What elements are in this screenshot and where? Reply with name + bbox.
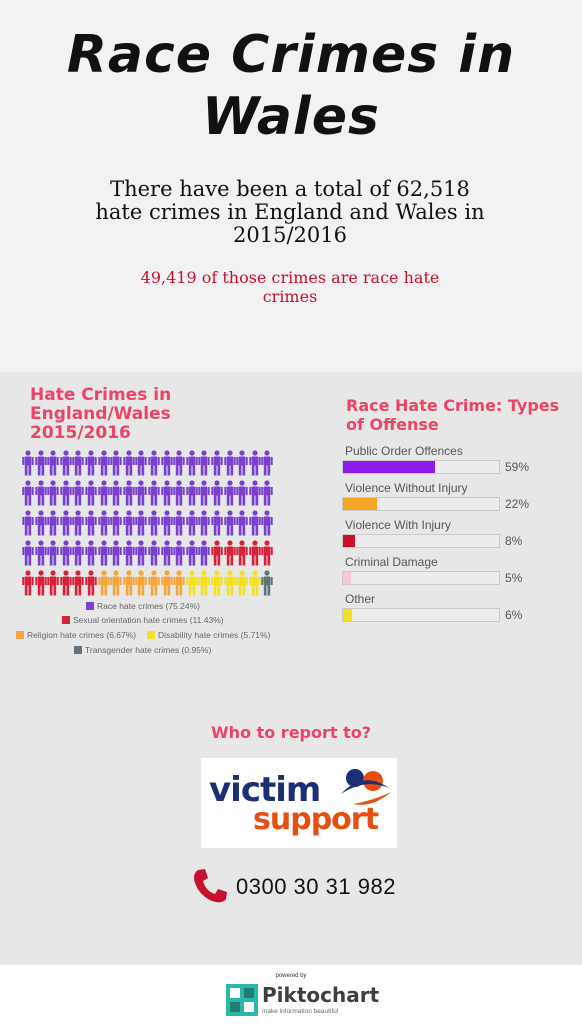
logo-support-text: support: [253, 802, 378, 837]
legend-label: Race hate crimes (75.24%): [97, 601, 200, 611]
person-icon: [47, 480, 59, 506]
person-icon: [123, 450, 135, 476]
person-icon: [173, 480, 185, 506]
person-icon: [224, 450, 236, 476]
logo-victim-text: victim: [209, 770, 321, 810]
person-icon: [85, 510, 97, 536]
bar-label-violence-without-injury: Violence Without Injury: [345, 481, 468, 495]
bar-fill-public-order: [343, 461, 435, 473]
person-icon: [98, 450, 110, 476]
people-pictograph: [22, 450, 274, 590]
person-icon: [186, 450, 198, 476]
person-icon: [123, 510, 135, 536]
person-icon: [35, 570, 47, 596]
person-icon: [60, 540, 72, 566]
person-icon: [22, 480, 34, 506]
person-icon: [211, 540, 223, 566]
person-icon: [135, 570, 147, 596]
person-icon: [261, 540, 273, 566]
person-icon: [123, 480, 135, 506]
bar-track-other: [342, 608, 500, 622]
person-icon: [236, 540, 248, 566]
person-icon: [249, 570, 261, 596]
person-icon: [236, 510, 248, 536]
person-icon: [261, 570, 273, 596]
person-icon: [161, 510, 173, 536]
person-icon: [224, 480, 236, 506]
person-icon: [47, 570, 59, 596]
bar-label-public-order: Public Order Offences: [345, 444, 463, 458]
bar-fill-other: [343, 609, 352, 621]
hate-crimes-title: Hate Crimes in England/Wales 2015/2016: [30, 385, 172, 443]
person-icon: [110, 450, 122, 476]
person-icon: [186, 510, 198, 536]
person-icon: [135, 450, 147, 476]
legend-label: Disability hate crimes (5.71%): [158, 630, 271, 640]
person-icon: [198, 510, 210, 536]
bar-track-public-order: [342, 460, 500, 474]
bar-pct-other: 6%: [505, 608, 523, 622]
person-icon: [198, 540, 210, 566]
person-icon: [173, 450, 185, 476]
bar-pct-violence-with-injury: 8%: [505, 534, 523, 548]
person-icon: [72, 450, 84, 476]
phone-number[interactable]: 0300 30 31 982: [236, 874, 396, 899]
person-icon: [110, 540, 122, 566]
person-icon: [85, 450, 97, 476]
person-icon: [148, 540, 160, 566]
bar-label-violence-with-injury: Violence With Injury: [345, 518, 451, 532]
bar-fill-violence-without-injury: [343, 498, 377, 510]
person-icon: [224, 570, 236, 596]
person-icon: [60, 510, 72, 536]
legend-disability: [147, 630, 270, 640]
person-icon: [161, 540, 173, 566]
person-icon: [60, 480, 72, 506]
person-icon: [47, 450, 59, 476]
legend-race: [86, 601, 200, 611]
person-icon: [98, 480, 110, 506]
person-icon: [186, 570, 198, 596]
bar-label-criminal-damage: Criminal Damage: [345, 555, 438, 569]
race-intro-text: 49,419 of those crimes are race hate crimes: [140, 268, 440, 306]
person-icon: [249, 540, 261, 566]
person-icon: [198, 480, 210, 506]
bar-track-violence-without-injury: [342, 497, 500, 511]
person-icon: [85, 480, 97, 506]
legend-label: Transgender hate crimes (0.95%): [85, 645, 212, 655]
person-icon: [224, 540, 236, 566]
person-icon: [236, 570, 248, 596]
person-icon: [211, 510, 223, 536]
person-icon: [22, 540, 34, 566]
piktochart-tagline: make information beautiful: [262, 1008, 339, 1015]
person-icon: [110, 510, 122, 536]
bar-pct-criminal-damage: 5%: [505, 571, 523, 585]
victim-support-logo[interactable]: [201, 758, 397, 848]
person-icon: [198, 570, 210, 596]
person-icon: [123, 540, 135, 566]
person-icon: [236, 450, 248, 476]
person-icon: [211, 480, 223, 506]
piktochart-brand[interactable]: Piktochart: [262, 983, 380, 1007]
person-icon: [261, 450, 273, 476]
bar-track-violence-with-injury: [342, 534, 500, 548]
person-icon: [186, 480, 198, 506]
person-icon: [22, 450, 34, 476]
person-icon: [161, 570, 173, 596]
phone-icon: [190, 866, 230, 906]
person-icon: [72, 480, 84, 506]
person-icon: [261, 480, 273, 506]
person-icon: [148, 480, 160, 506]
person-icon: [110, 570, 122, 596]
person-icon: [211, 570, 223, 596]
legend-transgender: [74, 645, 211, 655]
bar-pct-violence-without-injury: 22%: [505, 497, 530, 511]
legend-religion: [16, 630, 136, 640]
person-icon: [123, 570, 135, 596]
person-icon: [211, 450, 223, 476]
person-icon: [72, 540, 84, 566]
person-icon: [135, 480, 147, 506]
person-icon: [98, 540, 110, 566]
person-icon: [173, 510, 185, 536]
person-icon: [148, 570, 160, 596]
powered-by-text: powered by: [275, 973, 307, 979]
person-icon: [47, 510, 59, 536]
legend-label: Religion hate crimes (6.67%): [27, 630, 137, 640]
report-title: Who to report to?: [210, 723, 372, 742]
bar-fill-violence-with-injury: [343, 535, 355, 547]
person-icon: [22, 510, 34, 536]
person-icon: [35, 510, 47, 536]
person-icon: [72, 510, 84, 536]
person-icon: [161, 480, 173, 506]
legend-swatch: [62, 616, 70, 624]
person-icon: [35, 480, 47, 506]
legend-swatch: [86, 602, 94, 610]
person-icon: [249, 510, 261, 536]
legend-swatch: [16, 631, 24, 639]
person-icon: [135, 510, 147, 536]
page-title: Race Crimes in Wales: [66, 25, 516, 147]
person-icon: [224, 510, 236, 536]
person-icon: [186, 540, 198, 566]
person-icon: [35, 450, 47, 476]
intro-text: There have been a total of 62,518 hate crimes in England and Wales in 2015/2016: [95, 177, 485, 247]
person-icon: [47, 540, 59, 566]
bar-label-other: Other: [345, 592, 376, 606]
offense-title: Race Hate Crime: Types of Offense: [346, 396, 560, 434]
person-icon: [72, 570, 84, 596]
person-icon: [261, 510, 273, 536]
person-icon: [135, 540, 147, 566]
person-icon: [249, 450, 261, 476]
person-icon: [173, 540, 185, 566]
piktochart-logo-icon: [226, 984, 258, 1016]
person-icon: [98, 510, 110, 536]
person-icon: [198, 450, 210, 476]
bar-pct-public-order: 59%: [505, 460, 530, 474]
bar-track-criminal-damage: [342, 571, 500, 585]
person-icon: [236, 480, 248, 506]
person-icon: [85, 540, 97, 566]
legend-swatch: [74, 646, 82, 654]
person-icon: [148, 450, 160, 476]
person-icon: [173, 570, 185, 596]
person-icon: [98, 570, 110, 596]
person-icon: [22, 570, 34, 596]
person-icon: [35, 540, 47, 566]
legend-sexual-orientation: [62, 615, 224, 625]
bar-fill-criminal-damage: [343, 572, 351, 584]
person-icon: [60, 450, 72, 476]
person-icon: [60, 570, 72, 596]
person-icon: [161, 450, 173, 476]
person-icon: [85, 570, 97, 596]
legend-swatch: [147, 631, 155, 639]
person-icon: [249, 480, 261, 506]
legend-label: Sexual orientation hate crimes (11.43%): [73, 615, 224, 625]
person-icon: [148, 510, 160, 536]
person-icon: [110, 480, 122, 506]
